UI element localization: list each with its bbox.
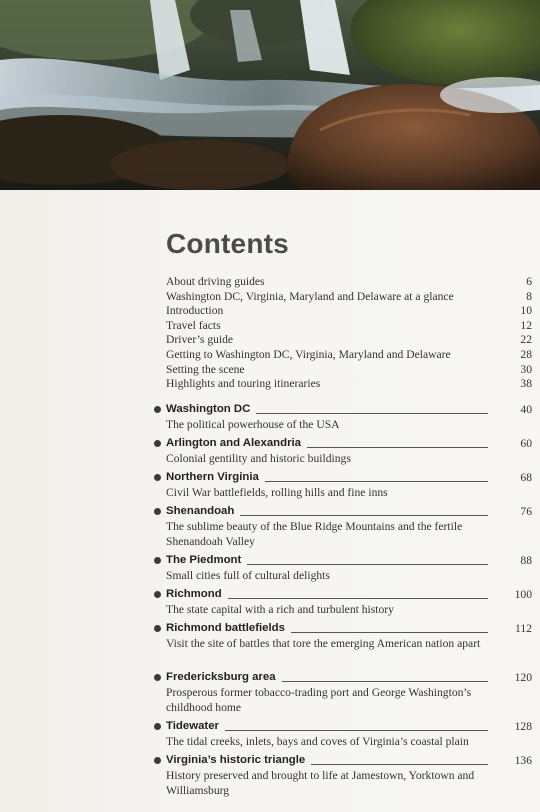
toc-entry-page: 28	[520, 347, 532, 361]
header-photo-waterfall	[0, 0, 540, 190]
chapter-entry[interactable]	[152, 670, 532, 719]
chapter-entry[interactable]	[152, 504, 532, 553]
chapter-description: Civil War battlefields, rolling hills and fine inns	[166, 486, 388, 499]
toc-entry-title: Driver’s guide	[166, 333, 234, 347]
chapter-page-number: 68	[520, 471, 532, 484]
bullet-icon	[154, 591, 161, 598]
toc-entry[interactable]	[166, 319, 532, 334]
chapter-title: Shenandoah	[166, 505, 235, 517]
toc-entry-title: About driving guides	[166, 275, 265, 288]
chapter-page-number: 100	[514, 588, 532, 601]
chapter-description: Colonial gentility and historic buildings	[166, 452, 351, 465]
chapter-title: Tidewater	[166, 720, 219, 732]
leader-line	[225, 730, 488, 731]
bullet-icon	[154, 474, 161, 481]
chapter-page-number: 120	[514, 671, 532, 684]
toc-entry-page: 30	[520, 362, 532, 376]
chapter-heading-row	[166, 753, 532, 768]
toc-entry-page: 8	[526, 289, 532, 303]
bullet-icon	[154, 557, 161, 564]
chapter-title: Richmond battlefields	[166, 622, 285, 634]
leader-line	[256, 413, 488, 414]
toc-entry-title: Highlights and touring itineraries	[166, 377, 321, 391]
chapter-list	[152, 402, 532, 802]
chapter-description: History preserved and brought to life at Jamestown, Yorktown and Williamsburg	[166, 769, 475, 797]
chapter-heading-row	[166, 553, 532, 568]
toc-entry-title: Setting the scene	[166, 362, 245, 376]
chapter-page-number: 88	[520, 554, 532, 567]
chapter-heading-row	[166, 621, 532, 636]
toc-entry-title: Washington DC, Virginia, Maryland and Delaware at a glance	[166, 289, 454, 303]
leader-line	[307, 447, 488, 448]
chapter-title: Virginia’s historic triangle	[166, 754, 306, 766]
chapter-title: Washington DC	[166, 403, 251, 415]
chapter-description: The state capital with a rich and turbulent history	[166, 603, 394, 616]
bullet-icon	[154, 674, 161, 681]
chapter-heading-row	[166, 436, 532, 451]
toc-entry-title: Travel facts	[166, 318, 221, 332]
leader-line	[228, 598, 488, 599]
leader-line	[265, 481, 488, 482]
chapter-heading-row	[166, 402, 532, 417]
chapter-entry[interactable]	[152, 470, 532, 504]
chapter-entry[interactable]	[152, 587, 532, 621]
toc-entry[interactable]	[166, 275, 532, 290]
toc-entry-page: 12	[520, 318, 532, 332]
chapter-heading-row	[166, 587, 532, 602]
leader-line	[291, 632, 488, 633]
chapter-title: Northern Virginia	[166, 471, 259, 483]
chapter-heading-row	[166, 719, 532, 734]
leader-line	[247, 564, 488, 565]
bullet-icon	[154, 440, 161, 447]
chapter-title: Fredericksburg area	[166, 671, 276, 683]
chapter-description: The tidal creeks, inlets, bays and coves of Virginia’s coastal plain	[166, 735, 469, 748]
toc-entry-page: 22	[520, 333, 532, 347]
chapter-description: Visit the site of battles that tore the emerging American nation apart	[166, 637, 481, 650]
chapter-entry[interactable]	[152, 436, 532, 470]
chapter-entry[interactable]	[152, 621, 532, 670]
chapter-entry[interactable]	[152, 719, 532, 753]
chapter-title: Richmond	[166, 588, 222, 600]
chapter-page-number: 112	[515, 622, 532, 635]
bullet-icon	[154, 723, 161, 730]
chapter-title: Arlington and Alexandria	[166, 437, 302, 449]
leader-line	[240, 515, 488, 516]
waterfall-illustration	[0, 0, 540, 190]
chapter-description: The political powerhouse of the USA	[166, 418, 340, 431]
toc-entry-page: 38	[520, 377, 532, 391]
chapter-description: The sublime beauty of the Blue Ridge Mountains and the fertile Shenandoah Valley	[166, 520, 463, 548]
bullet-icon	[154, 757, 161, 764]
leader-line	[282, 681, 488, 682]
chapter-heading-row	[166, 670, 532, 685]
toc-entry-page: 10	[520, 304, 532, 318]
chapter-page-number: 128	[514, 720, 532, 733]
chapter-entry[interactable]	[152, 553, 532, 587]
leader-line	[311, 764, 488, 765]
chapter-page-number: 136	[514, 754, 532, 767]
chapter-heading-row	[166, 470, 532, 485]
chapter-page-number: 76	[520, 505, 532, 518]
chapter-page-number: 40	[520, 403, 532, 416]
toc-entry-title: Getting to Washington DC, Virginia, Maryland and Delaware	[166, 347, 451, 361]
chapter-description: Small cities full of cultural delights	[166, 569, 330, 582]
bullet-icon	[154, 625, 161, 632]
toc-entry[interactable]	[166, 377, 532, 392]
bullet-icon	[154, 406, 161, 413]
chapter-title: The Piedmont	[166, 554, 242, 566]
chapter-description: Prosperous former tobacco-trading port and George Washington’s childhood home	[166, 686, 472, 714]
front-matter-list	[166, 275, 532, 392]
toc-entry[interactable]	[166, 348, 532, 363]
chapter-entry[interactable]	[152, 753, 532, 802]
toc-entry-page: 6	[526, 275, 532, 288]
toc-entry[interactable]	[166, 304, 532, 319]
toc-entry[interactable]	[166, 290, 532, 305]
toc-entry[interactable]	[166, 333, 532, 348]
chapter-page-number: 60	[520, 437, 532, 450]
toc-entry-title: Introduction	[166, 304, 224, 318]
chapter-entry[interactable]	[152, 402, 532, 436]
toc-entry[interactable]	[166, 363, 532, 378]
page-title: Contents	[166, 228, 289, 259]
bullet-icon	[154, 508, 161, 515]
chapter-heading-row	[166, 504, 532, 519]
